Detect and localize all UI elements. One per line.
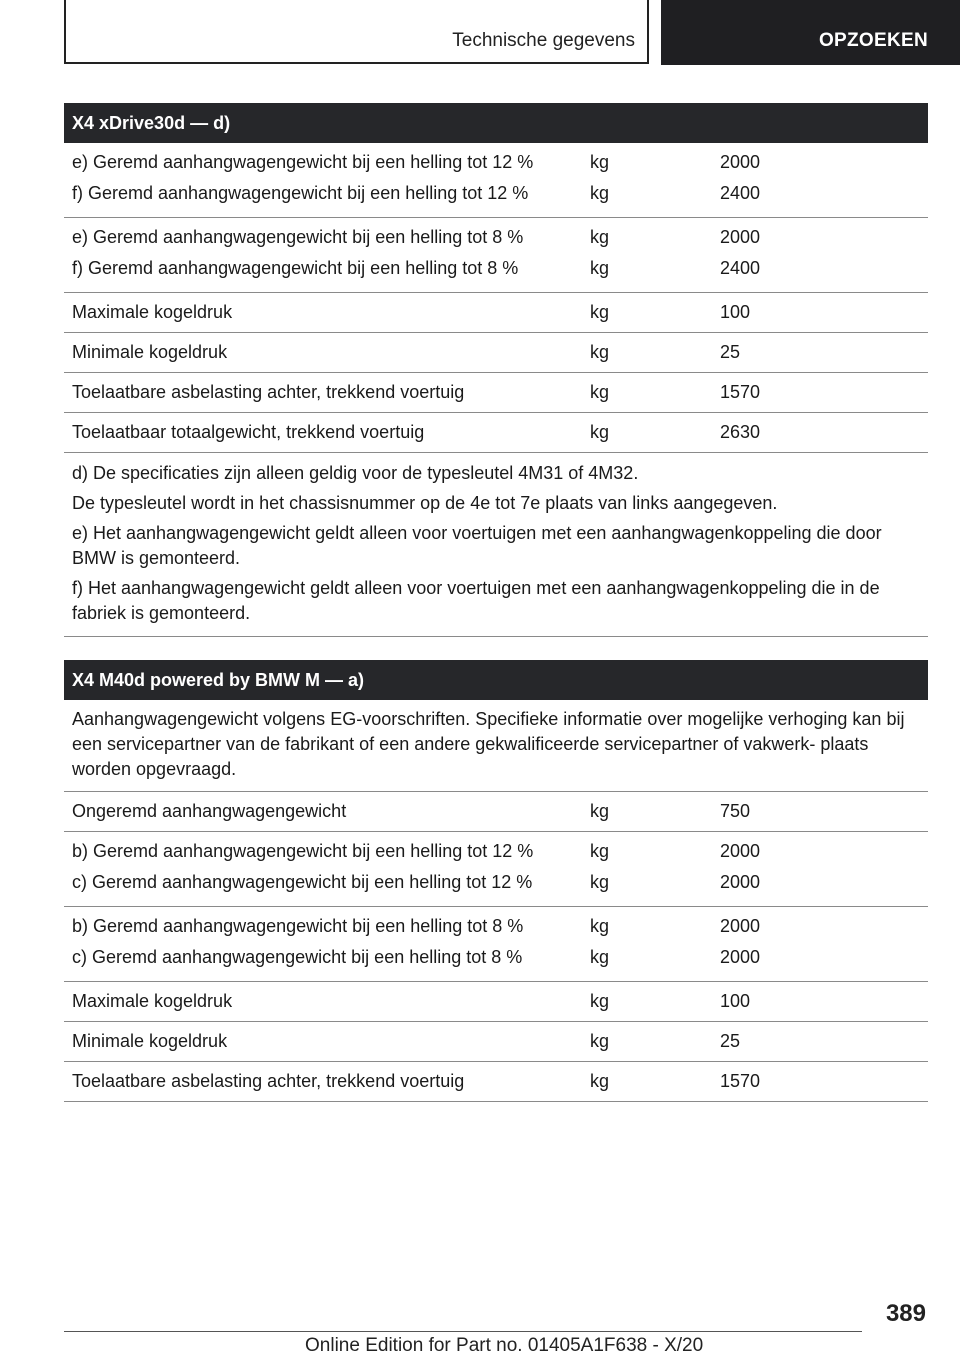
section-intro: Aanhangwagengewicht volgens EG-voorschriften. Specifieke informatie over mogelijke verhoging kan bij een servicepartner van de fabrikant of een andere gekwalificeerde servicepartner of vakwerk- plaats worden opgevraagd.	[64, 700, 928, 792]
spec-value: 100	[720, 991, 751, 1011]
table-row	[64, 911, 928, 982]
table-row	[64, 293, 928, 333]
spec-label: Toelaatbare asbelasting achter, trekkend voertuig	[72, 1071, 465, 1091]
spec-unit: kg	[590, 302, 610, 322]
spec-label: c) Geremd aanhangwagengewicht bij een helling tot 12 %	[72, 872, 533, 892]
table-row	[64, 1062, 928, 1102]
table-line	[64, 222, 928, 253]
spec-label: Minimale kogeldruk	[72, 1031, 228, 1051]
spec-label: Ongeremd aanhangwagengewicht	[72, 801, 347, 821]
spec-label: Minimale kogeldruk	[72, 342, 228, 362]
table-line	[64, 337, 928, 368]
section-title: X4 xDrive30d — d)	[64, 103, 928, 143]
page-number: 389	[885, 1300, 926, 1327]
spec-unit: kg	[590, 382, 610, 402]
spec-label: c) Geremd aanhangwagengewicht bij een helling tot 8 %	[72, 947, 523, 967]
table-line	[64, 1026, 928, 1057]
spec-value: 25	[720, 1031, 741, 1051]
table-line	[64, 377, 928, 408]
spec-value: 750	[720, 801, 751, 821]
spec-unit: kg	[590, 258, 610, 278]
table-line	[64, 253, 928, 284]
spec-unit: kg	[590, 991, 610, 1011]
spec-unit: kg	[590, 152, 610, 172]
footnote: De typesleutel wordt in het chassisnummer op de 4e tot 7e plaats van links aangegeven.	[72, 493, 778, 513]
spec-label: b) Geremd aanhangwagengewicht bij een helling tot 8 %	[72, 916, 524, 936]
spec-value: 2000	[720, 872, 761, 892]
table-row	[64, 792, 928, 832]
table-row	[64, 333, 928, 373]
header-chapter-box	[64, 0, 649, 64]
header-tab-opzoeken[interactable]	[661, 0, 960, 65]
footnote: e) Het aanhangwagengewicht geldt alleen voor voertuigen met een aanhangwagenkoppeling die door BMW is gemonteerd.	[72, 523, 882, 568]
spec-value: 2000	[720, 227, 761, 247]
edition-text: Online Edition for Part no. 01405A1F638 - X/20	[305, 1335, 704, 1356]
spec-value: 100	[720, 302, 751, 322]
table-row	[64, 982, 928, 1022]
footnotes	[64, 453, 928, 637]
table-row	[64, 413, 928, 453]
spec-value: 2000	[720, 841, 761, 861]
spec-table	[64, 147, 928, 453]
spec-unit: kg	[590, 916, 610, 936]
footer-divider	[64, 1331, 862, 1332]
spec-label: e) Geremd aanhangwagengewicht bij een helling tot 12 %	[72, 152, 534, 172]
table-line	[64, 986, 928, 1017]
table-line	[64, 178, 928, 209]
spec-unit: kg	[590, 947, 610, 967]
table-line	[64, 911, 928, 942]
spec-unit: kg	[590, 841, 610, 861]
spec-unit: kg	[590, 1031, 610, 1051]
table-row	[64, 222, 928, 293]
section-x4-xdrive30d	[64, 103, 928, 637]
spec-value: 2630	[720, 422, 761, 442]
spec-value: 25	[720, 342, 741, 362]
spec-value: 2400	[720, 183, 761, 203]
spec-label: Maximale kogeldruk	[72, 991, 233, 1011]
spec-table	[64, 792, 928, 1102]
table-row	[64, 373, 928, 413]
spec-value: 1570	[720, 382, 761, 402]
table-line	[64, 796, 928, 827]
table-line	[64, 942, 928, 973]
spec-unit: kg	[590, 342, 610, 362]
spec-unit: kg	[590, 872, 610, 892]
table-line	[64, 417, 928, 448]
table-row	[64, 1022, 928, 1062]
section-title: X4 M40d powered by BMW M — a)	[64, 660, 928, 700]
spec-value: 2400	[720, 258, 761, 278]
footnote: f) Het aanhangwagengewicht geldt alleen voor voertuigen met een aanhangwagenkoppeling die in de fabriek is gemonteerd.	[72, 578, 880, 623]
spec-label: b) Geremd aanhangwagengewicht bij een helling tot 12 %	[72, 841, 534, 861]
spec-unit: kg	[590, 1071, 610, 1091]
spec-label: f) Geremd aanhangwagengewicht bij een helling tot 12 %	[72, 183, 529, 203]
spec-unit: kg	[590, 801, 610, 821]
spec-unit: kg	[590, 422, 610, 442]
table-line	[64, 1066, 928, 1097]
table-line	[64, 147, 928, 178]
spec-label: Toelaatbare asbelasting achter, trekkend voertuig	[72, 382, 465, 402]
section-x4-m40d	[64, 660, 928, 1102]
spec-value: 2000	[720, 947, 761, 967]
spec-value: 2000	[720, 152, 761, 172]
spec-label: f) Geremd aanhangwagengewicht bij een helling tot 8 %	[72, 258, 519, 278]
spec-value: 1570	[720, 1071, 761, 1091]
spec-label: Toelaatbaar totaalgewicht, trekkend voertuig	[72, 422, 425, 442]
table-line	[64, 297, 928, 328]
spec-unit: kg	[590, 183, 610, 203]
spec-label: e) Geremd aanhangwagengewicht bij een helling tot 8 %	[72, 227, 524, 247]
footnote: d) De specificaties zijn alleen geldig voor de typesleutel 4M31 of 4M32.	[72, 463, 639, 483]
table-row	[64, 147, 928, 218]
spec-unit: kg	[590, 227, 610, 247]
tab-label: OPZOEKEN	[818, 30, 928, 51]
table-row	[64, 836, 928, 907]
spec-label: Maximale kogeldruk	[72, 302, 233, 322]
chapter-title: Technische gegevens	[452, 30, 635, 51]
spec-value: 2000	[720, 916, 761, 936]
table-line	[64, 867, 928, 898]
table-line	[64, 836, 928, 867]
